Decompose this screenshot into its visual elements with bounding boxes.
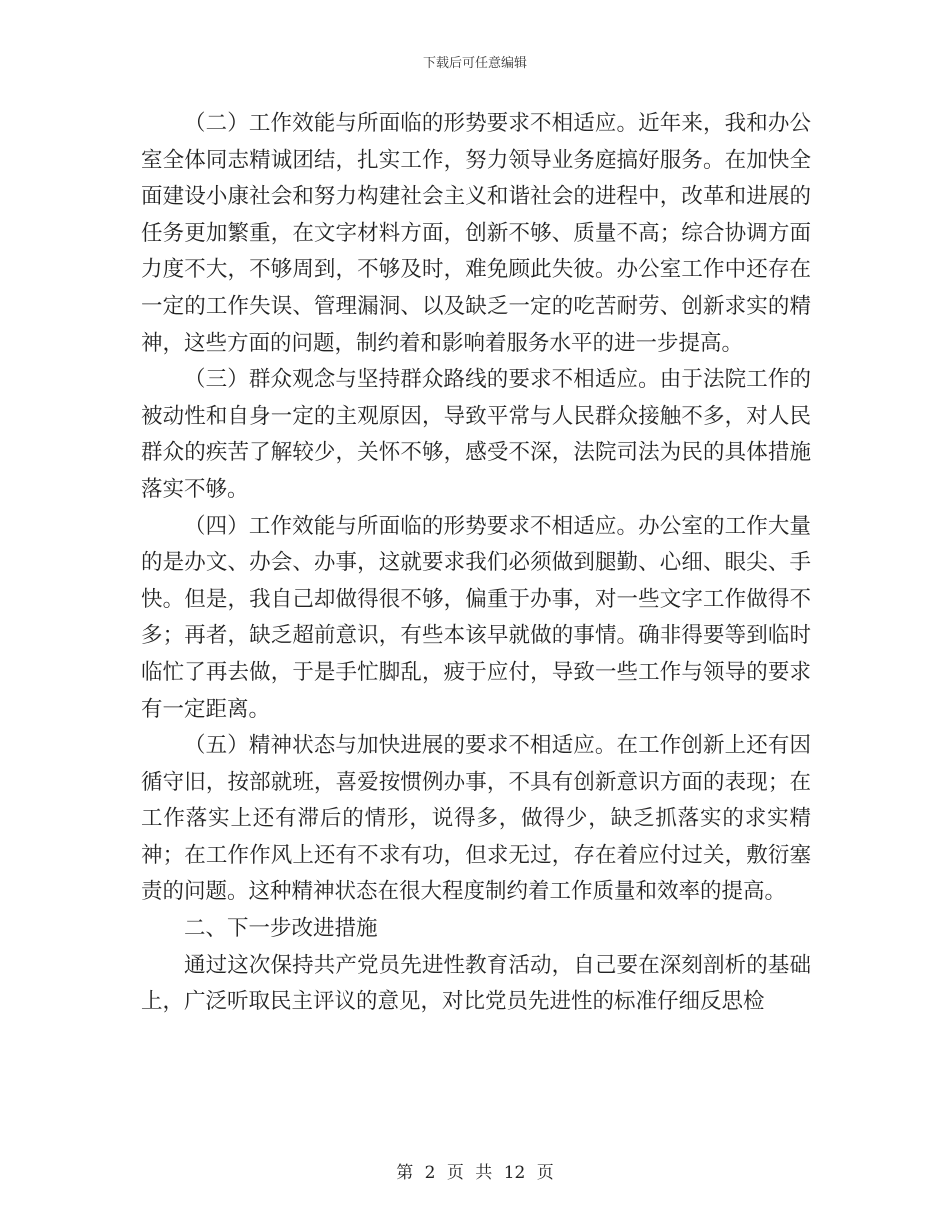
section-heading: 二、下一步改进措施 xyxy=(184,916,378,942)
document-body xyxy=(141,106,811,1021)
paragraph-4: （四）工作效能与所面临的形势要求不相适应。办公室的工作大量的是办文、办会、办事，这就要求我们必须做到腿勤、心细、眼尖、手快。但是，我自己却做得很不够，偏重于办事，对一些文字工作做得不多；再者，缺乏超前意识，有些本该早就做的事情。确非得要等到临时临忙了再去做，于是手忙脚乱，疲于应付，导致一些工作与领导的要求有一定距离。 xyxy=(141,513,811,722)
paragraph-5: （五）精神状态与加快进展的要求不相适应。在工作创新上还有因循守旧，按部就班，喜爱按惯例办事，不具有创新意识方面的表现；在工作落实上还有滞后的情形，说得多，做得少，缺乏抓落实的求实精神；在工作作风上还有不求有功，但求无过，存在着应付过关，敷衍塞责的问题。这种精神状态在很大程度制约着工作质量和效率的提高。 xyxy=(141,733,811,905)
header-note: 下载后可任意编辑 xyxy=(422,56,527,71)
page-number-footer: 第 2 页 共 12 页 xyxy=(396,1163,554,1183)
paragraph-2: （二）工作效能与所面临的形势要求不相适应。近年来，我和办公室全体同志精诚团结，扎实工作，努力领导业务庭搞好服务。在加快全面建设小康社会和努力构建社会主义和谐社会的进程中，改革和进展的任务更加繁重，在文字材料方面，创新不够、质量不高；综合协调方面力度不大，不够周到，不够及时，难免顾此失彼。办公室工作中还存在一定的工作失误、管理漏洞、以及缺乏一定的吃苦耐劳、创新求实的精神，这些方面的问题，制约着和影响着服务水平的进一步提高。 xyxy=(141,111,811,356)
paragraph-3: （三）群众观念与坚持群众路线的要求不相适应。由于法院工作的被动性和自身一定的主观原因，导致平常与人民群众接触不多，对人民群众的疾苦了解较少，关怀不够，感受不深，法院司法为民的具体措施落实不够。 xyxy=(141,367,811,502)
paragraph-improvement: 通过这次保持共产党员先进性教育活动，自己要在深刻剖析的基础上，广泛听取民主评议的意见，对比党员先进性的标准仔细反思检 xyxy=(141,952,811,1015)
